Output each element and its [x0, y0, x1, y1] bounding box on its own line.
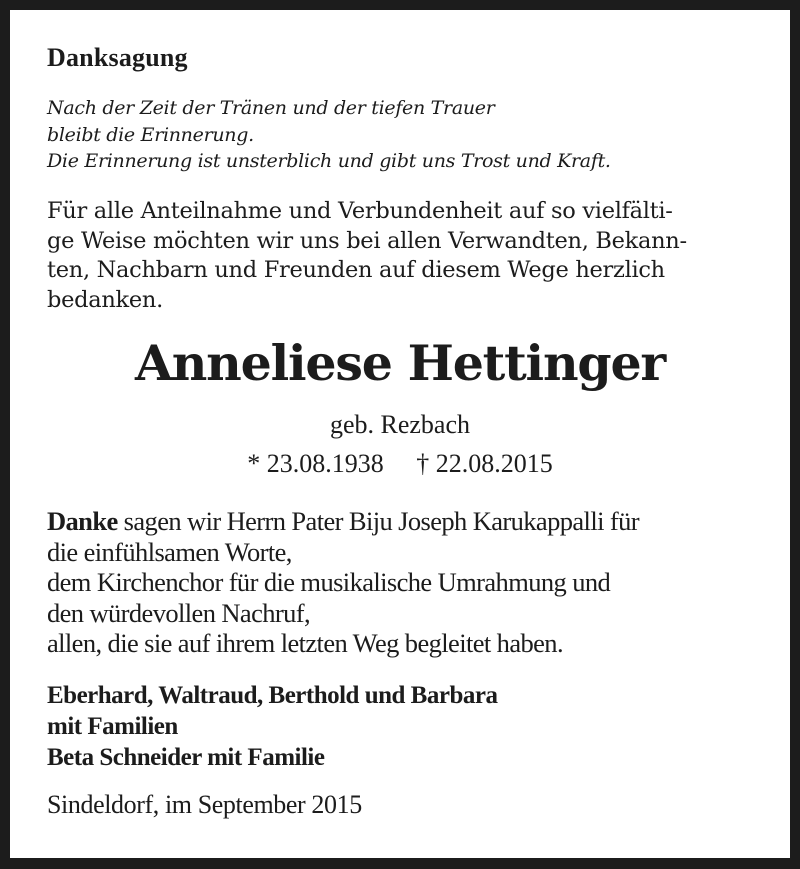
birth-date: * 23.08.1938	[247, 449, 384, 478]
thanks-line: allen, die sie auf ihrem letzten Weg begleitet haben.	[47, 628, 563, 658]
heading: Danksagung	[47, 43, 188, 72]
signatory-line: Beta Schneider mit Familie	[47, 744, 325, 771]
thanks-line	[47, 506, 639, 537]
birth-name: geb. Rezbach	[329, 410, 471, 439]
poem-line: Die Erinnerung ist unsterblich und gibt uns Trost und Kraft.	[47, 150, 611, 172]
signatory-line: Eberhard, Waltraud, Berthold und Barbara	[47, 682, 498, 709]
thanks-lead: Danke	[47, 506, 118, 536]
death-date: † 22.08.2015	[416, 449, 553, 478]
intro-line: Für alle Anteilnahme und Verbundenheit auf so vielfälti-	[47, 198, 673, 224]
deceased-name: Anneliese Hettinger	[134, 334, 666, 392]
signatory-line: mit Familien	[47, 713, 178, 740]
signatories	[47, 680, 497, 773]
obituary-notice	[10, 10, 790, 858]
intro-line: ge Weise möchten wir uns bei allen Verwandten, Bekann-	[47, 227, 687, 254]
thanks-paragraph	[47, 506, 639, 659]
poem	[47, 95, 611, 175]
thanks-line: dem Kirchenchor für die musikalische Umrahmung und	[47, 567, 611, 597]
place-date: Sindeldorf, im September 2015	[47, 790, 362, 819]
thanks-line: den würdevollen Nachruf,	[47, 597, 311, 628]
intro-paragraph	[47, 197, 687, 315]
thanks-line: die einfühlsamen Worte,	[47, 536, 292, 567]
thanks-line-rest: sagen wir Herrn Pater Biju Joseph Karukappalli für	[117, 506, 639, 536]
poem-line: bleibt die Erinnerung.	[47, 123, 254, 146]
intro-line: ten, Nachbarn und Freunden auf diesem Wege herzlich	[47, 257, 665, 283]
intro-line: bedanken.	[47, 286, 163, 313]
life-dates	[10, 449, 790, 479]
poem-line: Nach der Zeit der Tränen und der tiefen Trauer	[47, 97, 495, 119]
